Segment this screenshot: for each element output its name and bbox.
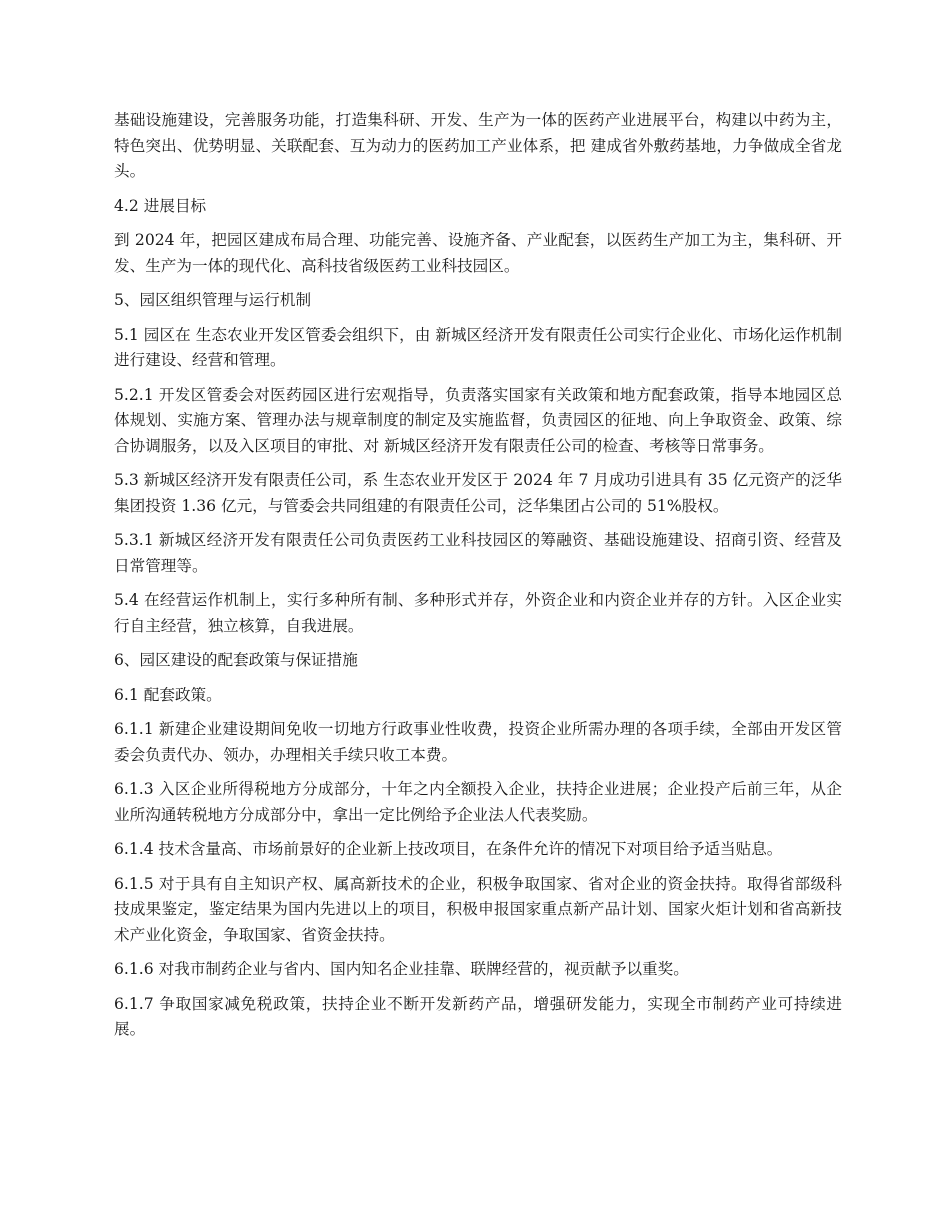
section-heading-6: 6、园区建设的配套政策与保证措施	[114, 651, 358, 669]
paragraph-5-3-1: 5.3.1 新城区经济开发有限责任公司负责医药工业科技园区的筹融资、基础设施建设、招商引资、经营及日常管理等。	[114, 531, 842, 575]
paragraph-5-1: 5.1 园区在 生态农业开发区管委会组织下，由 新城区经济开发有限责任公司实行企业化、市场化运作机制进行建设、经营和管理。	[114, 325, 842, 369]
section-heading-5: 5、园区组织管理与运行机制	[114, 291, 312, 309]
paragraph-5-4: 5.4 在经营运作机制上，实行多种所有制、多种形式并存，外资企业和内资企业并存的方针。入区企业实行自主经营，独立核算，自我进展。	[114, 591, 842, 635]
paragraph-6-1-4: 6.1.4 技术含量高、市场前景好的企业新上技改项目，在条件允许的情况下对项目给予适当贴息。	[114, 840, 783, 858]
section-heading-6-1: 6.1 配套政策。	[114, 685, 222, 704]
paragraph-goal: 到 2024 年，把园区建成布局合理、功能完善、设施齐备、产业配套，以医药生产加工为主，集科研、开发、生产为一体的现代化、高科技省级医药工业科技园区。	[114, 231, 842, 275]
paragraph-5-2-1: 5.2.1 开发区管委会对医药园区进行宏观指导，负责落实国家有关政策和地方配套政策，指导本地园区总体规划、实施方案、管理办法与规章制度的制定及实施监督，负责园区的征地、向上争取资金、政策、综合协调服务，以及入区项目的审批、对 新城区经济开发有限责任公司的检查、考核等日常事务。	[114, 385, 842, 455]
paragraph-6-1-1: 6.1.1 新建企业建设期间免收一切地方行政事业性收费，投资企业所需办理的各项手续，全部由开发区管委会负责代办、领办，办理相关手续只收工本费。	[114, 720, 842, 764]
document-body	[114, 108, 842, 1052]
paragraph-5-3: 5.3 新城区经济开发有限责任公司，系 生态农业开发区于 2024 年 7 月成功引进具有 35 亿元资产的泛华集团投资 1.36 亿元，与管委会共同组建的有限责任公司，泛华集团占公司的 51%股权。	[114, 471, 842, 515]
paragraph-6-1-3: 6.1.3 入区企业所得税地方分成部分，十年之内全额投入企业，扶持企业进展；企业投产后前三年，从企业所沟通转税地方分成部分中，拿出一定比例给予企业法人代表奖励。	[114, 780, 842, 824]
section-heading-4-2: 4.2 进展目标	[114, 196, 207, 215]
paragraph-intro: 基础设施建设，完善服务功能，打造集科研、开发、生产为一体的医药产业进展平台，构建以中药为主，特色突出、优势明显、关联配套、互为动力的医药加工产业体系，把 建成省外敷药基地，力争做成全省龙头。	[114, 111, 842, 180]
paragraph-6-1-7: 6.1.7 争取国家减免税政策，扶持企业不断开发新药产品，增强研发能力，实现全市制药产业可持续进展。	[114, 994, 842, 1038]
paragraph-6-1-6: 6.1.6 对我市制药企业与省内、国内知名企业挂靠、联牌经营的，视贡献予以重奖。	[114, 960, 689, 978]
paragraph-6-1-5: 6.1.5 对于具有自主知识产权、属高新技术的企业，积极争取国家、省对企业的资金扶持。取得省部级科技成果鉴定，鉴定结果为国内先进以上的项目，积极申报国家重点新产品计划、国家火炬计划和省高新技术产业化资金，争取国家、省资金扶持。	[114, 874, 842, 944]
